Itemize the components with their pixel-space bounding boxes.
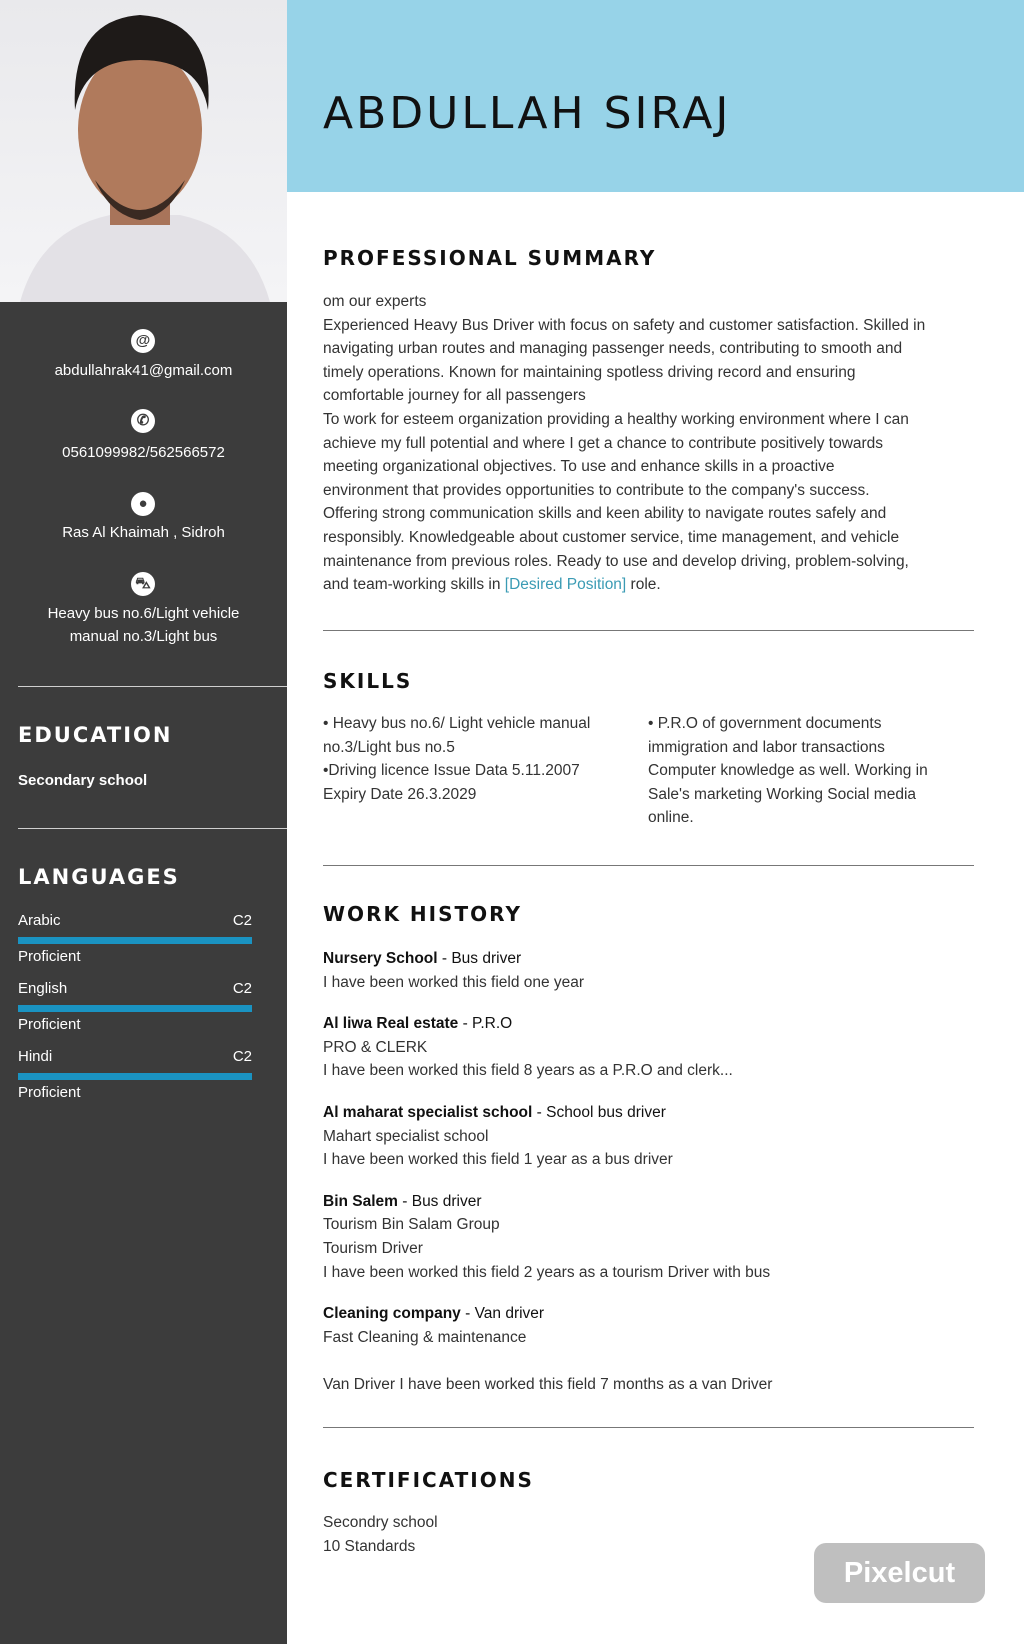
skill-line: immigration and labor transactions [648,738,885,756]
work-history-list [323,947,983,1397]
job-detail: Fast Cleaning & maintenance [323,1328,527,1346]
language-proficiency: Proficient [18,948,81,965]
email-icon: @ [131,329,155,353]
certifications-heading: CERTIFICATIONS [323,1468,534,1492]
job-detail [323,1349,983,1373]
job-company: Nursery School [323,950,438,967]
skills-column-1 [323,712,643,806]
section-divider [323,630,974,631]
car-icon: ⛍ [131,572,155,596]
job-entry [323,1190,983,1284]
skill-line: •Driving licence Issue Data 5.11.2007 [323,762,580,780]
job-company: Al liwa Real estate [323,1015,459,1033]
language-level: C2 [232,912,252,929]
summary-line: responsibly. Knowledgeable about customer service, time management, and vehicle [323,528,900,546]
languages-heading: LANGUAGES [18,865,180,889]
skill-line: Sale's marketing Working Social media [648,785,917,803]
summary-line [323,573,983,597]
language-proficiency: Proficient [18,1084,81,1101]
language-name: Hindi [18,1048,53,1065]
language-bar [18,1005,252,1012]
skill-line: no.3/Light bus no.5 [323,738,455,756]
education-item: Secondary school [18,772,148,789]
job-company: Bin Salem [323,1192,398,1210]
language-arabic [18,912,252,929]
summary-line: achieve my full potential and where I get a chance to contribute positively towards [323,434,884,452]
section-divider [323,1427,974,1428]
language-proficiency: Proficient [18,1016,81,1033]
licence-line-1: Heavy bus no.6/Light vehicle [47,605,240,622]
certification-item: 10 Standards [323,1537,416,1555]
job-detail: Van Driver I have been worked this field 7 months as a van Driver [323,1375,773,1393]
job-detail: I have been worked this field 1 year as a bus driver [323,1151,673,1169]
skill-line: • P.R.O of government documents [648,715,882,732]
work-history-heading: WORK HISTORY [323,902,522,926]
summary-line: comfortable journey for all passengers [323,387,586,405]
language-name: English [18,980,68,997]
language-bar [18,937,252,944]
job-role: - Bus driver [397,1192,482,1210]
language-english [18,980,252,997]
job-entry [323,1012,983,1083]
job-entry [323,947,983,994]
job-detail: PRO & CLERK [323,1038,428,1056]
job-role: - Bus driver [437,950,522,967]
job-detail: Mahart specialist school [323,1127,489,1145]
job-role: - Van driver [460,1305,545,1323]
summary-text-segment: and team-working skills in [323,576,505,594]
summary-line: Offering strong communication skills and keen ability to navigate routes safely and [323,505,887,523]
contact-email[interactable]: abdullahrak41@gmail.com [54,362,233,379]
phone-icon: ✆ [131,409,155,433]
summary-line: maintenance from previous roles. Ready to use and develop driving, problem-solving, [323,552,909,570]
section-divider [323,865,974,866]
sidebar-divider [18,828,287,829]
pixelcut-watermark: Pixelcut [814,1543,985,1603]
language-level: C2 [232,1048,252,1065]
job-role: - School bus driver [532,1103,666,1121]
language-hindi [18,1048,252,1065]
job-entry [323,1101,983,1172]
job-detail: I have been worked this field 2 years as a tourism Driver with bus [323,1263,771,1281]
summary-line: timely operations. Known for maintaining spotless driving record and ensuring [323,363,856,381]
job-detail: Tourism Bin Salam Group [323,1216,500,1234]
job-company: Cleaning company [323,1305,461,1323]
job-detail: I have been worked this field one year [323,973,585,991]
contact-phone: 0561099982/562566572 [62,444,225,461]
language-bar [18,1073,252,1080]
desired-position-placeholder[interactable]: [Desired Position] [504,576,627,594]
summary-text-segment: role. [626,576,661,594]
summary-line: Experienced Heavy Bus Driver with focus on safety and customer satisfaction. Skilled in [323,316,926,334]
summary-line: environment that provides opportunities to contribute to the company's success. [323,481,870,499]
skill-line: Computer knowledge as well. Working in [648,762,928,780]
summary-line: navigating urban routes and managing passenger needs, contributing to smooth and [323,340,903,358]
contact-location: Ras Al Khaimah , Sidroh [62,524,225,541]
skill-line: • Heavy bus no.6/ Light vehicle manual [323,715,591,732]
education-heading: EDUCATION [18,723,173,747]
skill-line: online. [648,809,694,827]
profile-photo [0,0,287,302]
skill-line: Expiry Date 26.3.2029 [323,785,477,803]
job-entry [323,1302,983,1396]
summary-text [323,290,983,597]
skills-heading: SKILLS [323,669,413,693]
location-pin-icon: ● [131,492,155,516]
skills-column-2 [648,712,978,830]
summary-line: om our experts [323,293,427,310]
language-name: Arabic [18,912,61,929]
job-company: Al maharat specialist school [323,1103,533,1121]
summary-line: meeting organizational objectives. To use and enhance skills in a proactive [323,458,835,476]
job-detail: Tourism Driver [323,1239,423,1257]
job-role: - P.R.O [458,1015,513,1033]
candidate-name: ABDULLAH SIRAJ [323,88,732,139]
sidebar-divider [18,686,287,687]
language-level: C2 [232,980,252,997]
summary-line: To work for esteem organization providing a healthy working environment where I can [323,410,909,428]
certification-item: Secondry school [323,1514,438,1531]
job-detail: I have been worked this field 8 years as a P.R.O and clerk... [323,1062,733,1080]
licence-line-2: manual no.3/Light bus [69,628,218,645]
summary-heading: PROFESSIONAL SUMMARY [323,246,657,270]
